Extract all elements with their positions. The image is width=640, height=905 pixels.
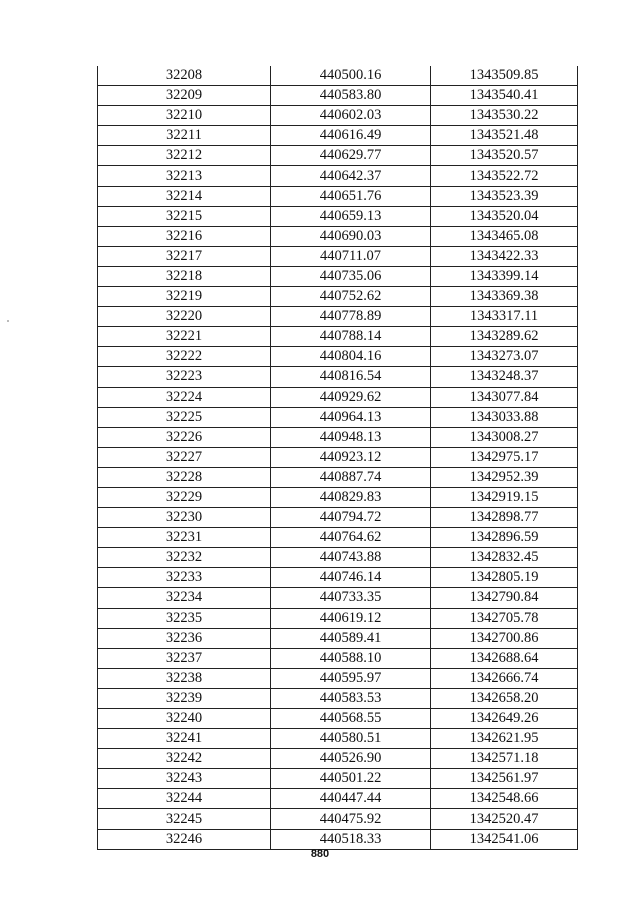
x-coordinate-cell: 440804.16 bbox=[271, 347, 431, 367]
table-row bbox=[98, 287, 578, 307]
y-coordinate-cell: 1343523.39 bbox=[431, 186, 578, 206]
table-row bbox=[98, 588, 578, 608]
point-id-cell: 32211 bbox=[98, 126, 271, 146]
point-id-cell: 32245 bbox=[98, 809, 271, 829]
y-coordinate-cell: 1342548.66 bbox=[431, 789, 578, 809]
table-row bbox=[98, 246, 578, 266]
y-coordinate-cell: 1343540.41 bbox=[431, 86, 578, 106]
table-row bbox=[98, 668, 578, 688]
table-row bbox=[98, 628, 578, 648]
x-coordinate-cell: 440816.54 bbox=[271, 367, 431, 387]
y-coordinate-cell: 1342621.95 bbox=[431, 729, 578, 749]
x-coordinate-cell: 440711.07 bbox=[271, 246, 431, 266]
table-row bbox=[98, 487, 578, 507]
point-id-cell: 32233 bbox=[98, 568, 271, 588]
y-coordinate-cell: 1342541.06 bbox=[431, 829, 578, 849]
x-coordinate-cell: 440651.76 bbox=[271, 186, 431, 206]
x-coordinate-cell: 440588.10 bbox=[271, 648, 431, 668]
table-row bbox=[98, 447, 578, 467]
table-row bbox=[98, 829, 578, 849]
table-row bbox=[98, 407, 578, 427]
x-coordinate-cell: 440589.41 bbox=[271, 628, 431, 648]
x-coordinate-cell: 440659.13 bbox=[271, 206, 431, 226]
table-row bbox=[98, 688, 578, 708]
scan-speck bbox=[7, 320, 9, 322]
x-coordinate-cell: 440583.80 bbox=[271, 86, 431, 106]
y-coordinate-cell: 1343521.48 bbox=[431, 126, 578, 146]
y-coordinate-cell: 1342700.86 bbox=[431, 628, 578, 648]
x-coordinate-cell: 440788.14 bbox=[271, 327, 431, 347]
coordinate-table bbox=[97, 66, 578, 850]
point-id-cell: 32208 bbox=[98, 66, 271, 86]
point-id-cell: 32243 bbox=[98, 769, 271, 789]
point-id-cell: 32215 bbox=[98, 206, 271, 226]
y-coordinate-cell: 1343509.85 bbox=[431, 66, 578, 86]
point-id-cell: 32229 bbox=[98, 487, 271, 507]
point-id-cell: 32231 bbox=[98, 528, 271, 548]
y-coordinate-cell: 1342666.74 bbox=[431, 668, 578, 688]
y-coordinate-cell: 1342561.97 bbox=[431, 769, 578, 789]
point-id-cell: 32224 bbox=[98, 387, 271, 407]
x-coordinate-cell: 440778.89 bbox=[271, 307, 431, 327]
table-row bbox=[98, 709, 578, 729]
y-coordinate-cell: 1342805.19 bbox=[431, 568, 578, 588]
y-coordinate-cell: 1343317.11 bbox=[431, 307, 578, 327]
table-row bbox=[98, 729, 578, 749]
point-id-cell: 32228 bbox=[98, 467, 271, 487]
table-row bbox=[98, 266, 578, 286]
point-id-cell: 32227 bbox=[98, 447, 271, 467]
x-coordinate-cell: 440948.13 bbox=[271, 427, 431, 447]
point-id-cell: 32234 bbox=[98, 588, 271, 608]
x-coordinate-cell: 440447.44 bbox=[271, 789, 431, 809]
table-row bbox=[98, 769, 578, 789]
table-row bbox=[98, 166, 578, 186]
point-id-cell: 32220 bbox=[98, 307, 271, 327]
y-coordinate-cell: 1343520.57 bbox=[431, 146, 578, 166]
y-coordinate-cell: 1342896.59 bbox=[431, 528, 578, 548]
table-row bbox=[98, 749, 578, 769]
x-coordinate-cell: 440829.83 bbox=[271, 487, 431, 507]
point-id-cell: 32216 bbox=[98, 226, 271, 246]
point-id-cell: 32246 bbox=[98, 829, 271, 849]
y-coordinate-cell: 1342952.39 bbox=[431, 467, 578, 487]
x-coordinate-cell: 440475.92 bbox=[271, 809, 431, 829]
table-row bbox=[98, 548, 578, 568]
table-row bbox=[98, 467, 578, 487]
table-row bbox=[98, 367, 578, 387]
table-row bbox=[98, 387, 578, 407]
table-row bbox=[98, 226, 578, 246]
y-coordinate-cell: 1343369.38 bbox=[431, 287, 578, 307]
point-id-cell: 32239 bbox=[98, 688, 271, 708]
point-id-cell: 32221 bbox=[98, 327, 271, 347]
point-id-cell: 32214 bbox=[98, 186, 271, 206]
y-coordinate-cell: 1343273.07 bbox=[431, 347, 578, 367]
x-coordinate-cell: 440500.16 bbox=[271, 66, 431, 86]
point-id-cell: 32212 bbox=[98, 146, 271, 166]
y-coordinate-cell: 1343008.27 bbox=[431, 427, 578, 447]
x-coordinate-cell: 440929.62 bbox=[271, 387, 431, 407]
x-coordinate-cell: 440595.97 bbox=[271, 668, 431, 688]
y-coordinate-cell: 1342898.77 bbox=[431, 508, 578, 528]
table-row bbox=[98, 86, 578, 106]
x-coordinate-cell: 440526.90 bbox=[271, 749, 431, 769]
point-id-cell: 32209 bbox=[98, 86, 271, 106]
table-row bbox=[98, 608, 578, 628]
table-row bbox=[98, 206, 578, 226]
x-coordinate-cell: 440568.55 bbox=[271, 709, 431, 729]
point-id-cell: 32210 bbox=[98, 106, 271, 126]
x-coordinate-cell: 440743.88 bbox=[271, 548, 431, 568]
x-coordinate-cell: 440733.35 bbox=[271, 588, 431, 608]
point-id-cell: 32242 bbox=[98, 749, 271, 769]
x-coordinate-cell: 440752.62 bbox=[271, 287, 431, 307]
table-row bbox=[98, 146, 578, 166]
x-coordinate-cell: 440501.22 bbox=[271, 769, 431, 789]
table-row bbox=[98, 307, 578, 327]
y-coordinate-cell: 1343465.08 bbox=[431, 226, 578, 246]
point-id-cell: 32237 bbox=[98, 648, 271, 668]
x-coordinate-cell: 440602.03 bbox=[271, 106, 431, 126]
y-coordinate-cell: 1342520.47 bbox=[431, 809, 578, 829]
table-row bbox=[98, 186, 578, 206]
page-number: 880 bbox=[310, 848, 330, 860]
x-coordinate-cell: 440964.13 bbox=[271, 407, 431, 427]
point-id-cell: 32235 bbox=[98, 608, 271, 628]
point-id-cell: 32230 bbox=[98, 508, 271, 528]
table-row bbox=[98, 126, 578, 146]
x-coordinate-cell: 440518.33 bbox=[271, 829, 431, 849]
point-id-cell: 32213 bbox=[98, 166, 271, 186]
table-row bbox=[98, 106, 578, 126]
point-id-cell: 32232 bbox=[98, 548, 271, 568]
point-id-cell: 32226 bbox=[98, 427, 271, 447]
y-coordinate-cell: 1343248.37 bbox=[431, 367, 578, 387]
y-coordinate-cell: 1343399.14 bbox=[431, 266, 578, 286]
table-row bbox=[98, 809, 578, 829]
point-id-cell: 32244 bbox=[98, 789, 271, 809]
y-coordinate-cell: 1343530.22 bbox=[431, 106, 578, 126]
y-coordinate-cell: 1342975.17 bbox=[431, 447, 578, 467]
x-coordinate-cell: 440690.03 bbox=[271, 226, 431, 246]
point-id-cell: 32218 bbox=[98, 266, 271, 286]
x-coordinate-cell: 440642.37 bbox=[271, 166, 431, 186]
table-row bbox=[98, 568, 578, 588]
table-row bbox=[98, 66, 578, 86]
y-coordinate-cell: 1342658.20 bbox=[431, 688, 578, 708]
table-row bbox=[98, 528, 578, 548]
y-coordinate-cell: 1343289.62 bbox=[431, 327, 578, 347]
y-coordinate-cell: 1342832.45 bbox=[431, 548, 578, 568]
table-row bbox=[98, 327, 578, 347]
x-coordinate-cell: 440746.14 bbox=[271, 568, 431, 588]
x-coordinate-cell: 440764.62 bbox=[271, 528, 431, 548]
point-id-cell: 32223 bbox=[98, 367, 271, 387]
point-id-cell: 32238 bbox=[98, 668, 271, 688]
y-coordinate-cell: 1342705.78 bbox=[431, 608, 578, 628]
x-coordinate-cell: 440923.12 bbox=[271, 447, 431, 467]
x-coordinate-cell: 440735.06 bbox=[271, 266, 431, 286]
point-id-cell: 32225 bbox=[98, 407, 271, 427]
table-row bbox=[98, 508, 578, 528]
y-coordinate-cell: 1343422.33 bbox=[431, 246, 578, 266]
point-id-cell: 32219 bbox=[98, 287, 271, 307]
coordinate-table-body bbox=[98, 66, 578, 849]
table-row bbox=[98, 347, 578, 367]
x-coordinate-cell: 440794.72 bbox=[271, 508, 431, 528]
y-coordinate-cell: 1342649.26 bbox=[431, 709, 578, 729]
table-row bbox=[98, 789, 578, 809]
y-coordinate-cell: 1342571.18 bbox=[431, 749, 578, 769]
y-coordinate-cell: 1342919.15 bbox=[431, 487, 578, 507]
y-coordinate-cell: 1343522.72 bbox=[431, 166, 578, 186]
x-coordinate-cell: 440583.53 bbox=[271, 688, 431, 708]
point-id-cell: 32241 bbox=[98, 729, 271, 749]
y-coordinate-cell: 1343520.04 bbox=[431, 206, 578, 226]
table-row bbox=[98, 648, 578, 668]
y-coordinate-cell: 1343077.84 bbox=[431, 387, 578, 407]
x-coordinate-cell: 440619.12 bbox=[271, 608, 431, 628]
x-coordinate-cell: 440616.49 bbox=[271, 126, 431, 146]
point-id-cell: 32222 bbox=[98, 347, 271, 367]
y-coordinate-cell: 1342688.64 bbox=[431, 648, 578, 668]
point-id-cell: 32236 bbox=[98, 628, 271, 648]
y-coordinate-cell: 1343033.88 bbox=[431, 407, 578, 427]
x-coordinate-cell: 440580.51 bbox=[271, 729, 431, 749]
x-coordinate-cell: 440887.74 bbox=[271, 467, 431, 487]
point-id-cell: 32240 bbox=[98, 709, 271, 729]
point-id-cell: 32217 bbox=[98, 246, 271, 266]
x-coordinate-cell: 440629.77 bbox=[271, 146, 431, 166]
table-row bbox=[98, 427, 578, 447]
y-coordinate-cell: 1342790.84 bbox=[431, 588, 578, 608]
